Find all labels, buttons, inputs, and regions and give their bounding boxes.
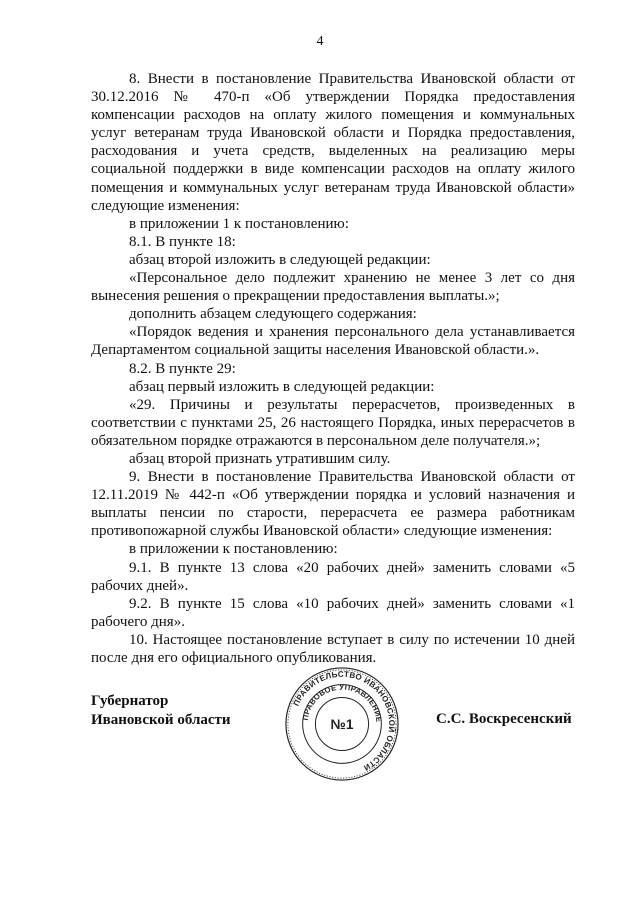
- paragraph-8-2-b: «29. Причины и результаты перерасчетов, произведенных в соответствии с пунктами 25, 26 настоящего Порядка, иных перерасчетов в обязательном порядке отражаются в персональном деле получателя.»;: [91, 396, 575, 449]
- seal-inner-text: ПРАВОВОЕ УПРАВЛЕНИЕ: [300, 682, 384, 723]
- paragraph-9: 9. Внести в постановление Правительства Ивановской области от 12.11.2019 № 442-п «Об утверждении порядка и условий назначения и выплаты пенсии по старости, перерасчета ее размера работникам противопожарной службы Ивановской области» следующие изменения:: [91, 469, 575, 540]
- signatory-name: С.С. Воскресенский: [436, 711, 572, 727]
- paragraph-9-2: 9.2. В пункте 15 слова «10 рабочих дней» заменить словами «1 рабочего дня».: [91, 595, 575, 630]
- paragraph-8-1-a: абзац второй изложить в следующей редакции:: [129, 251, 431, 268]
- paragraph-8-1: 8.1. В пункте 18:: [129, 233, 236, 250]
- signatory-title: [91, 692, 231, 730]
- seal-outer-text: ПРАВИТЕЛЬСТВО ИВАНОВСКОЙ ОБЛАСТИ: [291, 669, 397, 773]
- page-number: 4: [316, 34, 324, 49]
- paragraph-8-2: 8.2. В пункте 29:: [129, 360, 236, 377]
- signatory-title-line1: Губернатор: [91, 693, 169, 709]
- paragraph-8-1-d: «Порядок ведения и хранения персонального дела устанавливается Департаментом социальной защиты населения Ивановской области.».: [91, 324, 575, 359]
- official-seal: [283, 665, 401, 783]
- paragraph-8-appendix: в приложении 1 к постановлению:: [129, 215, 349, 232]
- signatory-title-line2: Ивановской области: [91, 712, 231, 728]
- paragraph-8-2-c: абзац второй признать утратившим силу.: [129, 450, 391, 467]
- paragraph-8-2-a: абзац первый изложить в следующей редакции:: [129, 378, 435, 395]
- paragraph-10: 10. Настоящее постановление вступает в силу по истечении 10 дней после дня его официального опубликования.: [91, 631, 575, 666]
- paragraph-8: 8. Внести в постановление Правительства Ивановской области от 30.12.2016 № 470-п «Об утверждении Порядка предоставления компенсации расходов на оплату жилого помещения и коммунальных услуг ветеранам труда Ивановской области и Порядка предоставления, расходования и учета средств, выделенных на реализацию меры социальной поддержки в виде компенсации расходов на оплату жилого помещения и коммунальных услуг ветеранам труда Ивановской области» следующие изменения:: [91, 71, 575, 214]
- paragraph-8-1-c: дополнить абзацем следующего содержания:: [129, 306, 417, 323]
- paragraph-8-1-b: «Персональное дело подлежит хранению не менее 3 лет со дня вынесения решения о прекращении предоставления выплаты.»;: [91, 270, 575, 305]
- paragraph-9-1: 9.1. В пункте 13 слова «20 рабочих дней» заменить словами «5 рабочих дней».: [91, 559, 575, 594]
- paragraph-9-appendix: в приложении к постановлению:: [129, 541, 338, 558]
- seal-number: №1: [330, 716, 354, 732]
